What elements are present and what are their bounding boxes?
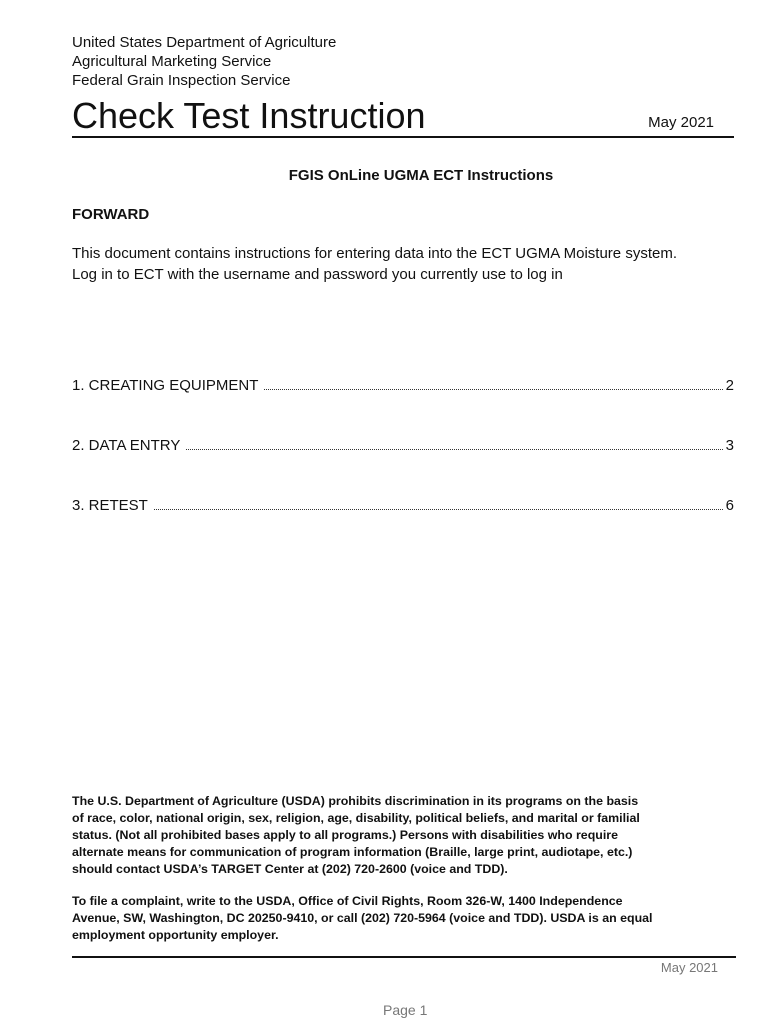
footer-date: May 2021 (660, 960, 718, 975)
nondiscrimination-notice (72, 793, 737, 878)
toc-page-number: 2 (725, 377, 734, 394)
toc-dot-leader (264, 388, 722, 390)
complaint-notice (72, 893, 737, 944)
footer-divider (72, 956, 736, 958)
document-date: May 2021 (648, 114, 714, 131)
document-title: Check Test Instruction (72, 95, 426, 136)
toc-dot-leader (154, 508, 723, 510)
forward-heading: FORWARD (72, 206, 150, 223)
toc-entry-data-entry[interactable] (72, 437, 734, 455)
intro-line: This document contains instructions for entering data into the ECT UGMA Moisture system. (72, 245, 677, 262)
agency-line: United States Department of Agriculture (72, 34, 337, 51)
toc-label: 1. CREATING EQUIPMENT (72, 377, 259, 394)
toc-page-number: 6 (725, 497, 734, 514)
notice-line: The U.S. Department of Agriculture (USDA) prohibits discrimination in its programs on the basis (72, 794, 639, 808)
intro-paragraph (72, 243, 742, 285)
notice-line: employment opportunity employer. (72, 928, 279, 942)
notice-line: Avenue, SW, Washington, DC 20250-9410, or call (202) 720-5964 (voice and TDD). USDA is an equal (72, 911, 653, 925)
agency-header (72, 33, 336, 90)
notice-line: should contact USDA’s TARGET Center at (202) 720-2600 (voice and TDD). (72, 862, 508, 876)
document-subtitle: FGIS OnLine UGMA ECT Instructions (288, 167, 554, 184)
notice-line: of race, color, national origin, sex, religion, age, disability, political beliefs, and marital or familial (72, 811, 640, 825)
toc-entry-retest[interactable] (72, 497, 734, 515)
toc-page-number: 3 (725, 437, 734, 454)
agency-line: Agricultural Marketing Service (72, 53, 272, 70)
toc-label: 3. RETEST (72, 497, 148, 514)
toc-entry-creating-equipment[interactable] (72, 377, 734, 395)
page-number: Page 1 (383, 1002, 428, 1018)
toc-dot-leader (186, 448, 722, 450)
notice-line: alternate means for communication of program information (Braille, large print, audiotape, etc.) (72, 845, 633, 859)
notice-line: status. (Not all prohibited bases apply to all programs.) Persons with disabilities who require (72, 828, 618, 842)
toc-label: 2. DATA ENTRY (72, 437, 181, 454)
title-row (72, 96, 734, 138)
notice-line: To file a complaint, write to the USDA, Office of Civil Rights, Room 326-W, 1400 Independence (72, 894, 623, 908)
intro-line: Log in to ECT with the username and password you currently use to log in (72, 266, 563, 283)
agency-line: Federal Grain Inspection Service (72, 72, 291, 89)
